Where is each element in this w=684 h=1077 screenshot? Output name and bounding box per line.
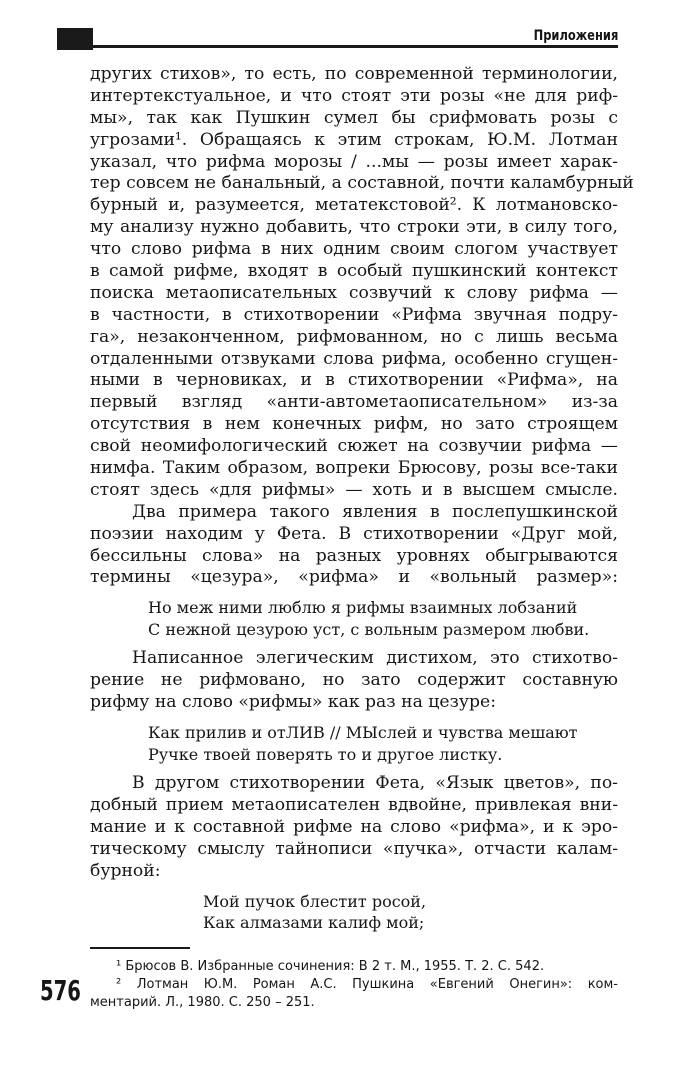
page-number: 576 (40, 974, 81, 1007)
main-text (90, 64, 634, 934)
text-line: поиска метаописательных созвучий к слову рифма — (90, 282, 618, 303)
footnotes (90, 958, 618, 1012)
verse-line: Но меж ними люблю я рифмы взаимных лобзаний (148, 598, 578, 618)
text-line: му анализу нужно добавить, что строки эти, в силу того, (90, 217, 618, 238)
text-line: Два примера такого явления в послепушкинской (132, 501, 618, 522)
verse-line: Мой пучок блестит росой, (203, 891, 427, 911)
text-line: стоят здесь «для рифмы» — хоть и в высшем смысле. (90, 479, 618, 500)
paragraph-2 (90, 502, 618, 590)
footnote-2: ² Лотман Ю.М. Роман А.С. Пушкина «Евгений Онегин»: ком- (116, 977, 618, 992)
text-line: первый взгляд «анти-автометаописательном» из-за (90, 392, 618, 413)
text-line: рение не рифмовано, но зато содержит составную (90, 670, 618, 691)
header-rule (93, 45, 618, 48)
poem-quote-1 (90, 597, 618, 640)
text-line: угрозами¹. Обращаясь к этим строкам, Ю.М. Лотман (90, 129, 618, 150)
text-line: отдаленными отзвуками слова рифма, особенно сгущен- (90, 348, 618, 369)
paragraph-4 (90, 773, 618, 882)
text-line: свой неомифологический сюжет на созвучии рифма — (90, 436, 618, 457)
verse-line: Как прилив и отЛИВ // МЫслей и чувства мешают (148, 723, 578, 743)
text-line: бурный и, разумеется, метатекстовой². К лотмановско- (90, 195, 618, 216)
text-line: рифму на слово «рифмы» как раз на цезуре: (90, 692, 496, 713)
paragraph-3 (90, 648, 618, 714)
text-line: бессильны слова» на разных уровнях обыгрываются (90, 545, 618, 566)
text-line: тическому смыслу тайнописи «пучка», отчасти калам- (90, 838, 618, 859)
text-line: термины «цезура», «рифма» и «вольный размер»: (90, 567, 618, 588)
text-line: добный прием метаописателен вдвойне, привлекая вни- (90, 794, 618, 815)
text-line: отсутствия в нем конечных рифм, но зато строящем (90, 414, 618, 435)
verse-line: Ручке твоей поверять то и другое листку. (148, 744, 503, 764)
verse-line: С нежной цезурою уст, с вольным размером любви. (148, 619, 590, 639)
text-line: бурной: (90, 860, 161, 881)
text-line: нимфа. Таким образом, вопреки Брюсову, розы все-таки (90, 458, 618, 479)
text-line: мание и к составной рифме на слово «рифма», и к эро- (90, 816, 618, 837)
poem-quote-3 (90, 891, 618, 934)
running-header: Приложения (533, 28, 618, 44)
paragraph-1 (90, 64, 634, 502)
header-marker (57, 28, 93, 50)
text-line: что слово рифма в них одним своим слогом участвует (90, 239, 618, 260)
text-line: Написанное элегическим дистихом, это стихотво- (132, 648, 618, 669)
text-line: га», незаконченном, рифмованном, но с лишь весьма (90, 326, 618, 347)
verse-line: Как алмазами калиф мой; (203, 913, 425, 932)
text-line: мы», так как Пушкин сумел бы срифмовать розы с (90, 107, 618, 128)
footnote-2-continued: ментарий. Л., 1980. С. 250 – 251. (90, 995, 315, 1010)
footnote-rule (90, 947, 190, 949)
text-line: других стихов», то есть, по современной терминологии, (90, 64, 618, 84)
text-line: интертекстуальное, и что стоят эти розы «не для риф- (90, 85, 618, 106)
text-line: в самой рифме, входят в особый пушкинский контекст (90, 261, 618, 282)
text-line: поэзии находим у Фета. В стихотворении «Друг мой, (90, 523, 618, 544)
footnote-1: ¹ Брюсов В. Избранные сочинения: В 2 т. М., 1955. Т. 2. С. 542. (116, 959, 545, 974)
poem-quote-2 (90, 722, 618, 765)
text-line: указал, что рифма морозы / ...мы — розы имеет харак- (90, 151, 618, 172)
text-line: ными в черновиках, и в стихотворении «Рифма», на (90, 370, 618, 391)
text-line: В другом стихотворении Фета, «Язык цветов», по- (132, 773, 618, 794)
text-line: тер совсем не банальный, а составной, почти каламбурный (90, 173, 634, 194)
text-line: в частности, в стихотворении «Рифма звучная подру- (90, 304, 618, 325)
